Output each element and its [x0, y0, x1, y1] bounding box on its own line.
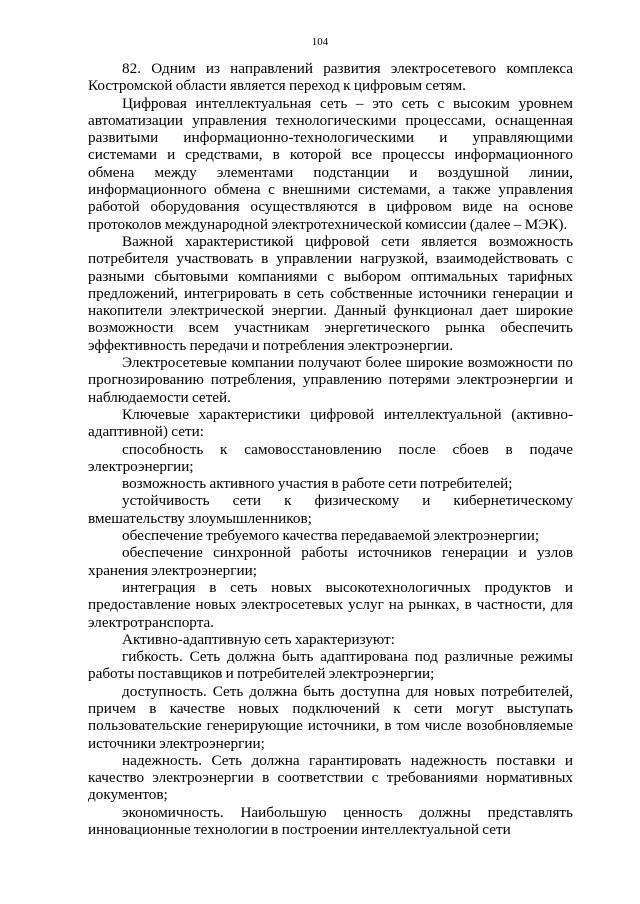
- list-item: обеспечение требуемого качества передаваемой электроэнергии;: [122, 527, 540, 545]
- paragraph: Электросетевые компании получают более широкие возможности по прогнозированию потребления, управлению потерями электроэнергии и наблюдаемости сетей.: [88, 354, 573, 406]
- list-item: надежность. Сеть должна гарантировать надежность поставки и качество электроэнергии в соответствии с требованиями нормативных документов;: [88, 751, 573, 804]
- list-item: обеспечение синхронной работы источников генерации и узлов хранения электроэнергии;: [88, 544, 573, 579]
- paragraph: Цифровая интеллектуальная сеть – это сеть с высоким уровнем автоматизации управления технологическими процессами, оснащенная развитыми информационно-технологическими и управляющими системами и средствами, в которой все процессы информационного обмена между элементами подстанции и воздушной линии, информационного обмена с внешними системами, а также управления работой оборудования осуществляются в цифровом виде на основе протоколов международной электротехнической комиссии (далее – МЭК).: [88, 94, 573, 233]
- paragraph: Ключевые характеристики цифровой интеллектуальной (активно-адаптивной) сети:: [88, 405, 573, 441]
- paragraph: Активно-адаптивную сеть характеризуют:: [122, 630, 395, 648]
- list-item: устойчивость сети к физическому и кибернетическому вмешательству злоумышленников;: [88, 492, 573, 527]
- list-item: возможность активного участия в работе сети потребителей;: [122, 475, 513, 493]
- paragraph: 82. Одним из направлений развития электросетевого комплекса Костромской области является переход к цифровым сетям.: [88, 60, 573, 95]
- document-body: [88, 60, 573, 838]
- list-item: доступность. Сеть должна быть доступна для новых потребителей, причем в качестве новых подключений к сети могут выступать пользовательские генерирующие источники, в том числе возобновляемые источники электроэнергии;: [88, 682, 573, 752]
- list-item: гибкость. Сеть должна быть адаптирована под различные режимы работы поставщиков и потребителей электроэнергии;: [88, 648, 573, 683]
- list-item: интеграция в сеть новых высокотехнологичных продуктов и предоставление новых электросетевых услуг на рынках, в частности, для электротранспорта.: [88, 578, 573, 631]
- list-item: экономичность. Наибольшую ценность должны представлять инновационные технологии в построении интеллектуальной сети: [88, 803, 573, 839]
- list-item: способность к самовосстановлению после сбоев в подаче электроэнергии;: [88, 440, 573, 475]
- page-number: 104: [311, 36, 329, 48]
- paragraph: Важной характеристикой цифровой сети является возможность потребителя участвовать в управлении нагрузкой, взаимодействовать с разными сбытовыми компаниями с выбором оптимальных тарифных предложений, интегрировать в сеть собственные источники генерации и накопители электрической энергии. Данный функционал дает широкие возможности всем участникам энергетического рынка обеспечить эффективность передачи и потребления электроэнергии.: [88, 232, 573, 354]
